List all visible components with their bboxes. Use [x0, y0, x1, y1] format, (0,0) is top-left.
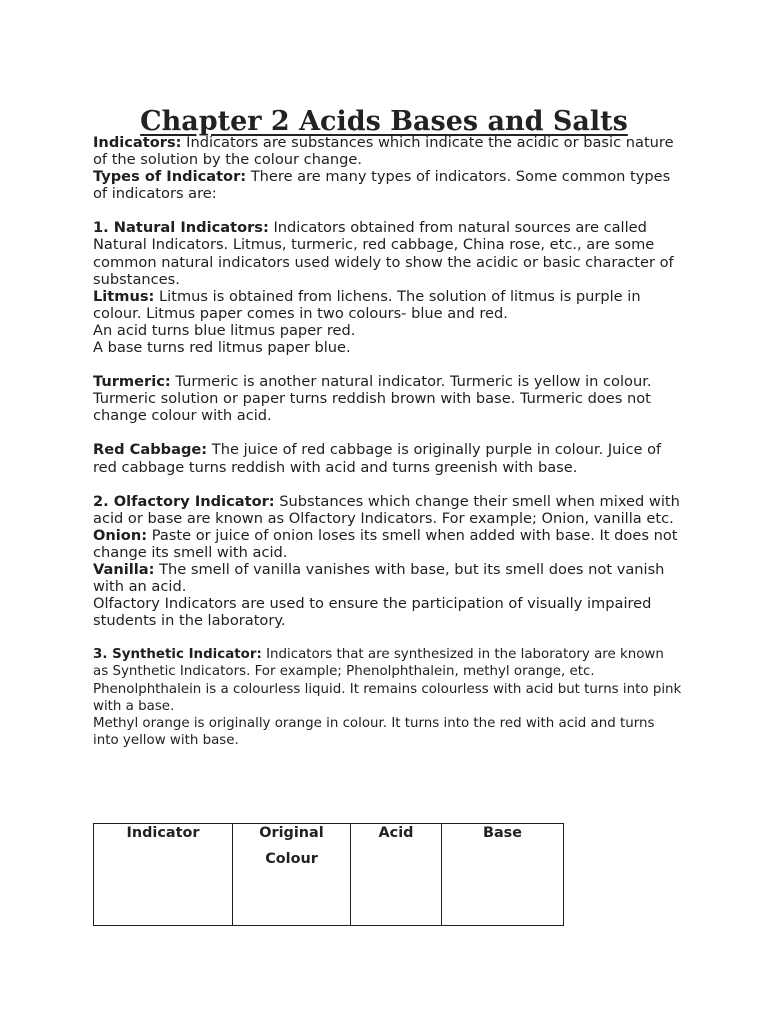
table-header-row	[94, 824, 564, 926]
natural-label: 1. Natural Indicators:	[93, 219, 269, 237]
litmus-text: Litmus is obtained from lichens. The solution of litmus is purple in colour. Litmus paper comes in two colours- blue and red.	[93, 287, 641, 322]
synthetic-paragraph	[93, 646, 683, 680]
synthetic-label: 3. Synthetic Indicator:	[93, 647, 262, 663]
natural-text: Indicators obtained from natural sources are called Natural Indicators. Litmus, turmeric, red cabbage, China rose, etc., are some common natural indicators used widely to show the acidic or basic character of substances.	[93, 219, 674, 288]
indicator-table	[93, 823, 564, 926]
red-cabbage-label: Red Cabbage:	[93, 441, 208, 459]
red-cabbage-paragraph	[93, 441, 683, 475]
olfactory-text: Substances which change their smell when mixed with acid or base are known as Olfactory Indicators. For example; Onion, vanilla etc.	[93, 492, 680, 527]
types-text: There are many types of indicators. Some common types of indicators are:	[93, 168, 671, 203]
onion-label: Onion:	[93, 526, 148, 544]
vanilla-text: The smell of vanilla vanishes with base, but its smell does not vanish with an acid.	[93, 560, 665, 596]
synthetic-text: Indicators that are synthesized in the laboratory are known as Synthetic Indicators. For example; Phenolphthalein, methyl orange, etc.	[93, 647, 664, 680]
header-original-colour: Original Colour	[233, 824, 351, 926]
litmus-acid-line: An acid turns blue litmus paper red.	[93, 321, 356, 339]
litmus-label: Litmus:	[93, 287, 155, 305]
olfactory-note: Olfactory Indicators are used to ensure the participation of visually impaired students in the laboratory.	[93, 595, 652, 630]
vanilla-paragraph	[93, 561, 683, 595]
document-body	[93, 134, 683, 749]
turmeric-text: Turmeric is another natural indicator. Turmeric is yellow in colour. Turmeric solution or paper turns reddish brown with base. Turmeric does not change colour with acid.	[93, 373, 652, 425]
red-cabbage-text: The juice of red cabbage is originally purple in colour. Juice of red cabbage turns reddish with acid and turns greenish with base.	[93, 441, 662, 476]
turmeric-label: Turmeric:	[93, 373, 171, 391]
phenolphthalein-paragraph: Phenolphthalein is a colourless liquid. It remains colourless with acid but turns into pink with a base.	[93, 681, 682, 714]
methyl-orange-paragraph: Methyl orange is originally orange in colour. It turns into the red with acid and turns into yellow with base.	[93, 715, 655, 748]
page-title: Chapter 2 Acids Bases and Salts	[140, 106, 628, 138]
litmus-paragraph	[93, 288, 683, 322]
olfactory-paragraph	[93, 493, 683, 527]
turmeric-paragraph	[93, 373, 683, 424]
onion-text: Paste or juice of onion loses its smell when added with base. It does not change its smell with acid.	[93, 526, 678, 561]
olfactory-label: 2. Olfactory Indicator:	[93, 492, 275, 510]
header-base: Base	[442, 824, 564, 926]
header-indicator: Indicator	[94, 824, 233, 926]
types-label: Types of Indicator:	[93, 168, 247, 186]
types-paragraph	[93, 168, 683, 202]
indicators-paragraph	[93, 134, 683, 168]
vanilla-label: Vanilla:	[93, 560, 155, 578]
onion-paragraph	[93, 527, 683, 561]
indicators-label: Indicators:	[93, 134, 182, 151]
natural-paragraph	[93, 219, 683, 287]
indicators-text: Indicators are substances which indicate the acidic or basic nature of the solution by the colour change.	[93, 134, 674, 169]
litmus-base-line: A base turns red litmus paper blue.	[93, 339, 351, 357]
header-acid: Acid	[351, 824, 442, 926]
